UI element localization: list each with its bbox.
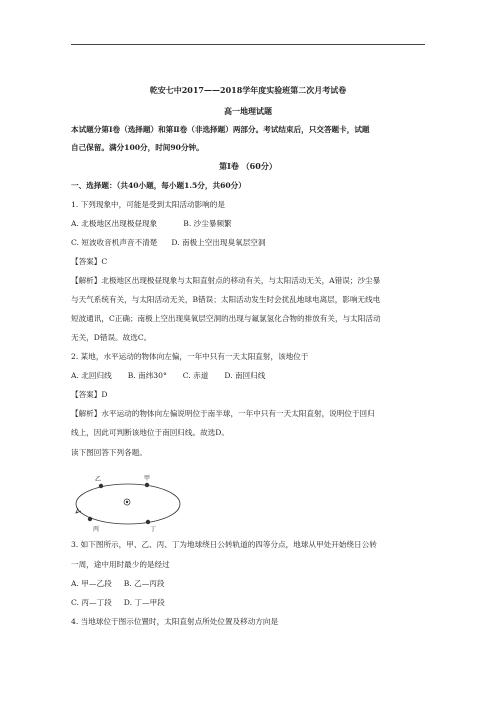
- q1-explanation-2: 与天气系统有关，与太阳活动无关，B错误；太阳活动发生时会扰乱地球电离层，影响无线电: [71, 295, 381, 304]
- label-bing: 丙: [93, 526, 100, 533]
- q1-explanation-3: 短波通讯，C正确；南极上空出现臭氧层空洞的出现与氟氯氢化合物的排放有关，与太阳活动: [71, 314, 381, 323]
- q1-option-d: D. 南极上空出现臭氧层空洞: [171, 238, 266, 247]
- subtitle: 高一地理试题: [224, 106, 272, 116]
- label-yi: 乙: [95, 476, 102, 483]
- q1-explanation-4: 无关，D错误。故选C。: [71, 333, 152, 342]
- q3-option-a: A. 甲—乙段: [71, 579, 112, 588]
- q3-options-ab: [71, 578, 164, 589]
- q4-stem: 4. 当地球位于图示位置时，太阳直射点所处位置及移动方向是: [71, 617, 279, 626]
- q3-stem-1: 3. 如下图所示，甲、乙、丙、丁为地球绕日公转轨道的四等分点，地球从甲处开始绕日公转: [71, 540, 377, 549]
- earth-position-jia: [145, 483, 149, 487]
- q2-explanation-2: 线上，因此可判断该地位于南回归线。故选D。: [71, 428, 229, 437]
- label-ding: 丁: [150, 526, 157, 533]
- q1-explanation-1: 【解析】北极地区出现极昼现象与太阳直射点的移动有关，与太阳活动无关，A错误；沙尘暴: [71, 276, 381, 285]
- q1-options-cd: [71, 237, 266, 248]
- q2-options: [71, 370, 265, 381]
- q3-option-d: D. 丁—甲段: [123, 598, 165, 607]
- earth-position-ding: [146, 520, 150, 524]
- q1-option-b: B. 沙尘暴频繁: [183, 219, 232, 228]
- q1-stem: 1. 下列现象中，可能是受到太阳活动影响的是: [71, 200, 225, 209]
- q3-option-c: C. 丙—丁段: [71, 598, 112, 607]
- q3-option-b: B. 乙—丙段: [123, 579, 165, 588]
- part-title: 一、选择题：（共40小题，每小题1.5分，共60分）: [71, 181, 246, 190]
- q1-option-a: A. 北极地区出现极昼现象: [71, 219, 158, 228]
- earth-position-bing: [88, 517, 92, 521]
- q1-answer: 【答案】C: [71, 257, 108, 266]
- q2-option-c: C. 赤道: [182, 371, 209, 380]
- exam-title: 乾安七中2017——2018学年度实验班第二次月考试卷: [149, 85, 347, 95]
- intro-line-1: 本试题分第Ⅰ卷（选择题）和第Ⅱ卷（非选择题）两部分。考试结束后，只交答题卡，试题: [71, 125, 370, 134]
- q2-stem: 2. 某地，水平运动的物体向左偏，一年中只有一天太阳直射，该地位于: [71, 352, 309, 361]
- q2-option-b: B. 南纬30°: [127, 371, 167, 380]
- figure-intro: 读下图回答下列各题。: [71, 448, 147, 457]
- q2-answer: 【答案】D: [71, 390, 108, 399]
- q3-options-cd: [71, 597, 165, 608]
- label-jia: 甲: [144, 475, 151, 482]
- q1-option-c: C. 短波收音机声音不清楚: [71, 238, 158, 247]
- q2-option-a: A. 北回归线: [71, 371, 112, 380]
- orbit-figure: [70, 474, 190, 534]
- q1-options-ab: [71, 218, 232, 229]
- q2-explanation-1: 【解析】水平运动的物体向左偏说明位于南半球，一年中只有一天太阳直射，说明位于回归: [71, 409, 375, 418]
- earth-position-yi: [99, 484, 103, 488]
- q3-stem-2: 一周，途中用时最少的是经过: [71, 560, 170, 569]
- intro-line-2: 自己保留。满分100分，时间90分钟。: [71, 143, 204, 152]
- section-title: 第Ⅰ卷 （60分）: [219, 161, 277, 171]
- header-rule: [71, 44, 425, 45]
- q2-option-d: D. 南回归线: [224, 371, 266, 380]
